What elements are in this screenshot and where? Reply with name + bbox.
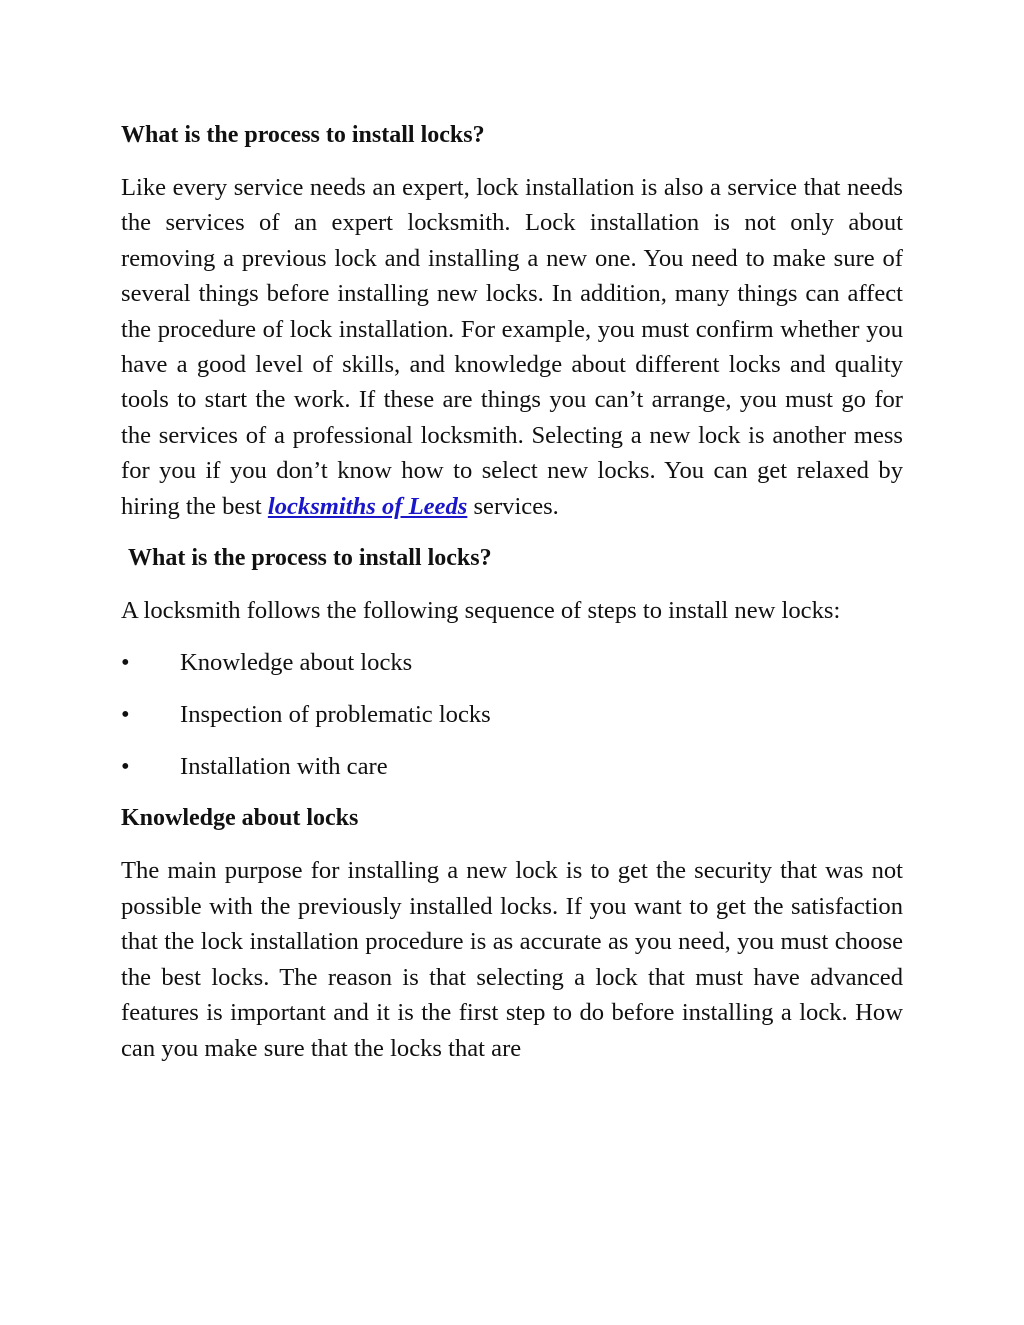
intro-paragraph <box>121 170 903 524</box>
intro-paragraph-tail: services. <box>467 492 559 520</box>
list-item-text: Knowledge about locks <box>180 649 413 677</box>
bullet-icon: • <box>121 753 130 781</box>
list-item <box>121 645 903 680</box>
locksmiths-of-leeds-link[interactable]: locksmiths of Leeds <box>267 492 468 520</box>
list-item-text: Inspection of problematic locks <box>180 701 491 729</box>
list-item-text: Installation with care <box>180 753 388 781</box>
steps-list <box>121 645 903 784</box>
section-heading-install-process-repeat: What is the process to install locks? <box>128 545 492 572</box>
steps-intro-paragraph: A locksmith follows the following sequence of steps to install new locks: <box>121 597 841 625</box>
knowledge-paragraph: The main purpose for installing a new lock is to get the security that was not possible with the previously installed locks. If you want to get the satisfaction that the lock installation procedure is as accurate as you need, you must choose the best locks. The reason is that selecting a lock that must have advanced features is important and it is the first step to do before installing a lock. How can you make sure that the locks that are <box>121 857 903 1062</box>
bullet-icon: • <box>121 701 130 729</box>
list-item <box>121 749 903 784</box>
section-heading-install-process: What is the process to install locks? <box>121 122 485 148</box>
document-page <box>121 118 903 1083</box>
section-heading-knowledge: Knowledge about locks <box>121 805 359 832</box>
list-item <box>121 697 903 732</box>
intro-paragraph-text: Like every service needs an expert, lock installation is also a service that needs the services of an expert locksmith. Lock installation is not only about removing a previous lock and installing a new one. You need to make sure of several things before installing new locks. In addition, many things can affect the procedure of lock installation. For example, you must confirm whether you have a good level of skills, and knowledge about different locks and quality tools to start the work. If these are things you can’t arrange, you must go for the services of a professional locksmith. Selecting a new lock is another mess for you if you don’t know how to select new locks. You can get relaxed by hiring the best <box>121 174 903 520</box>
bullet-icon: • <box>121 649 130 677</box>
